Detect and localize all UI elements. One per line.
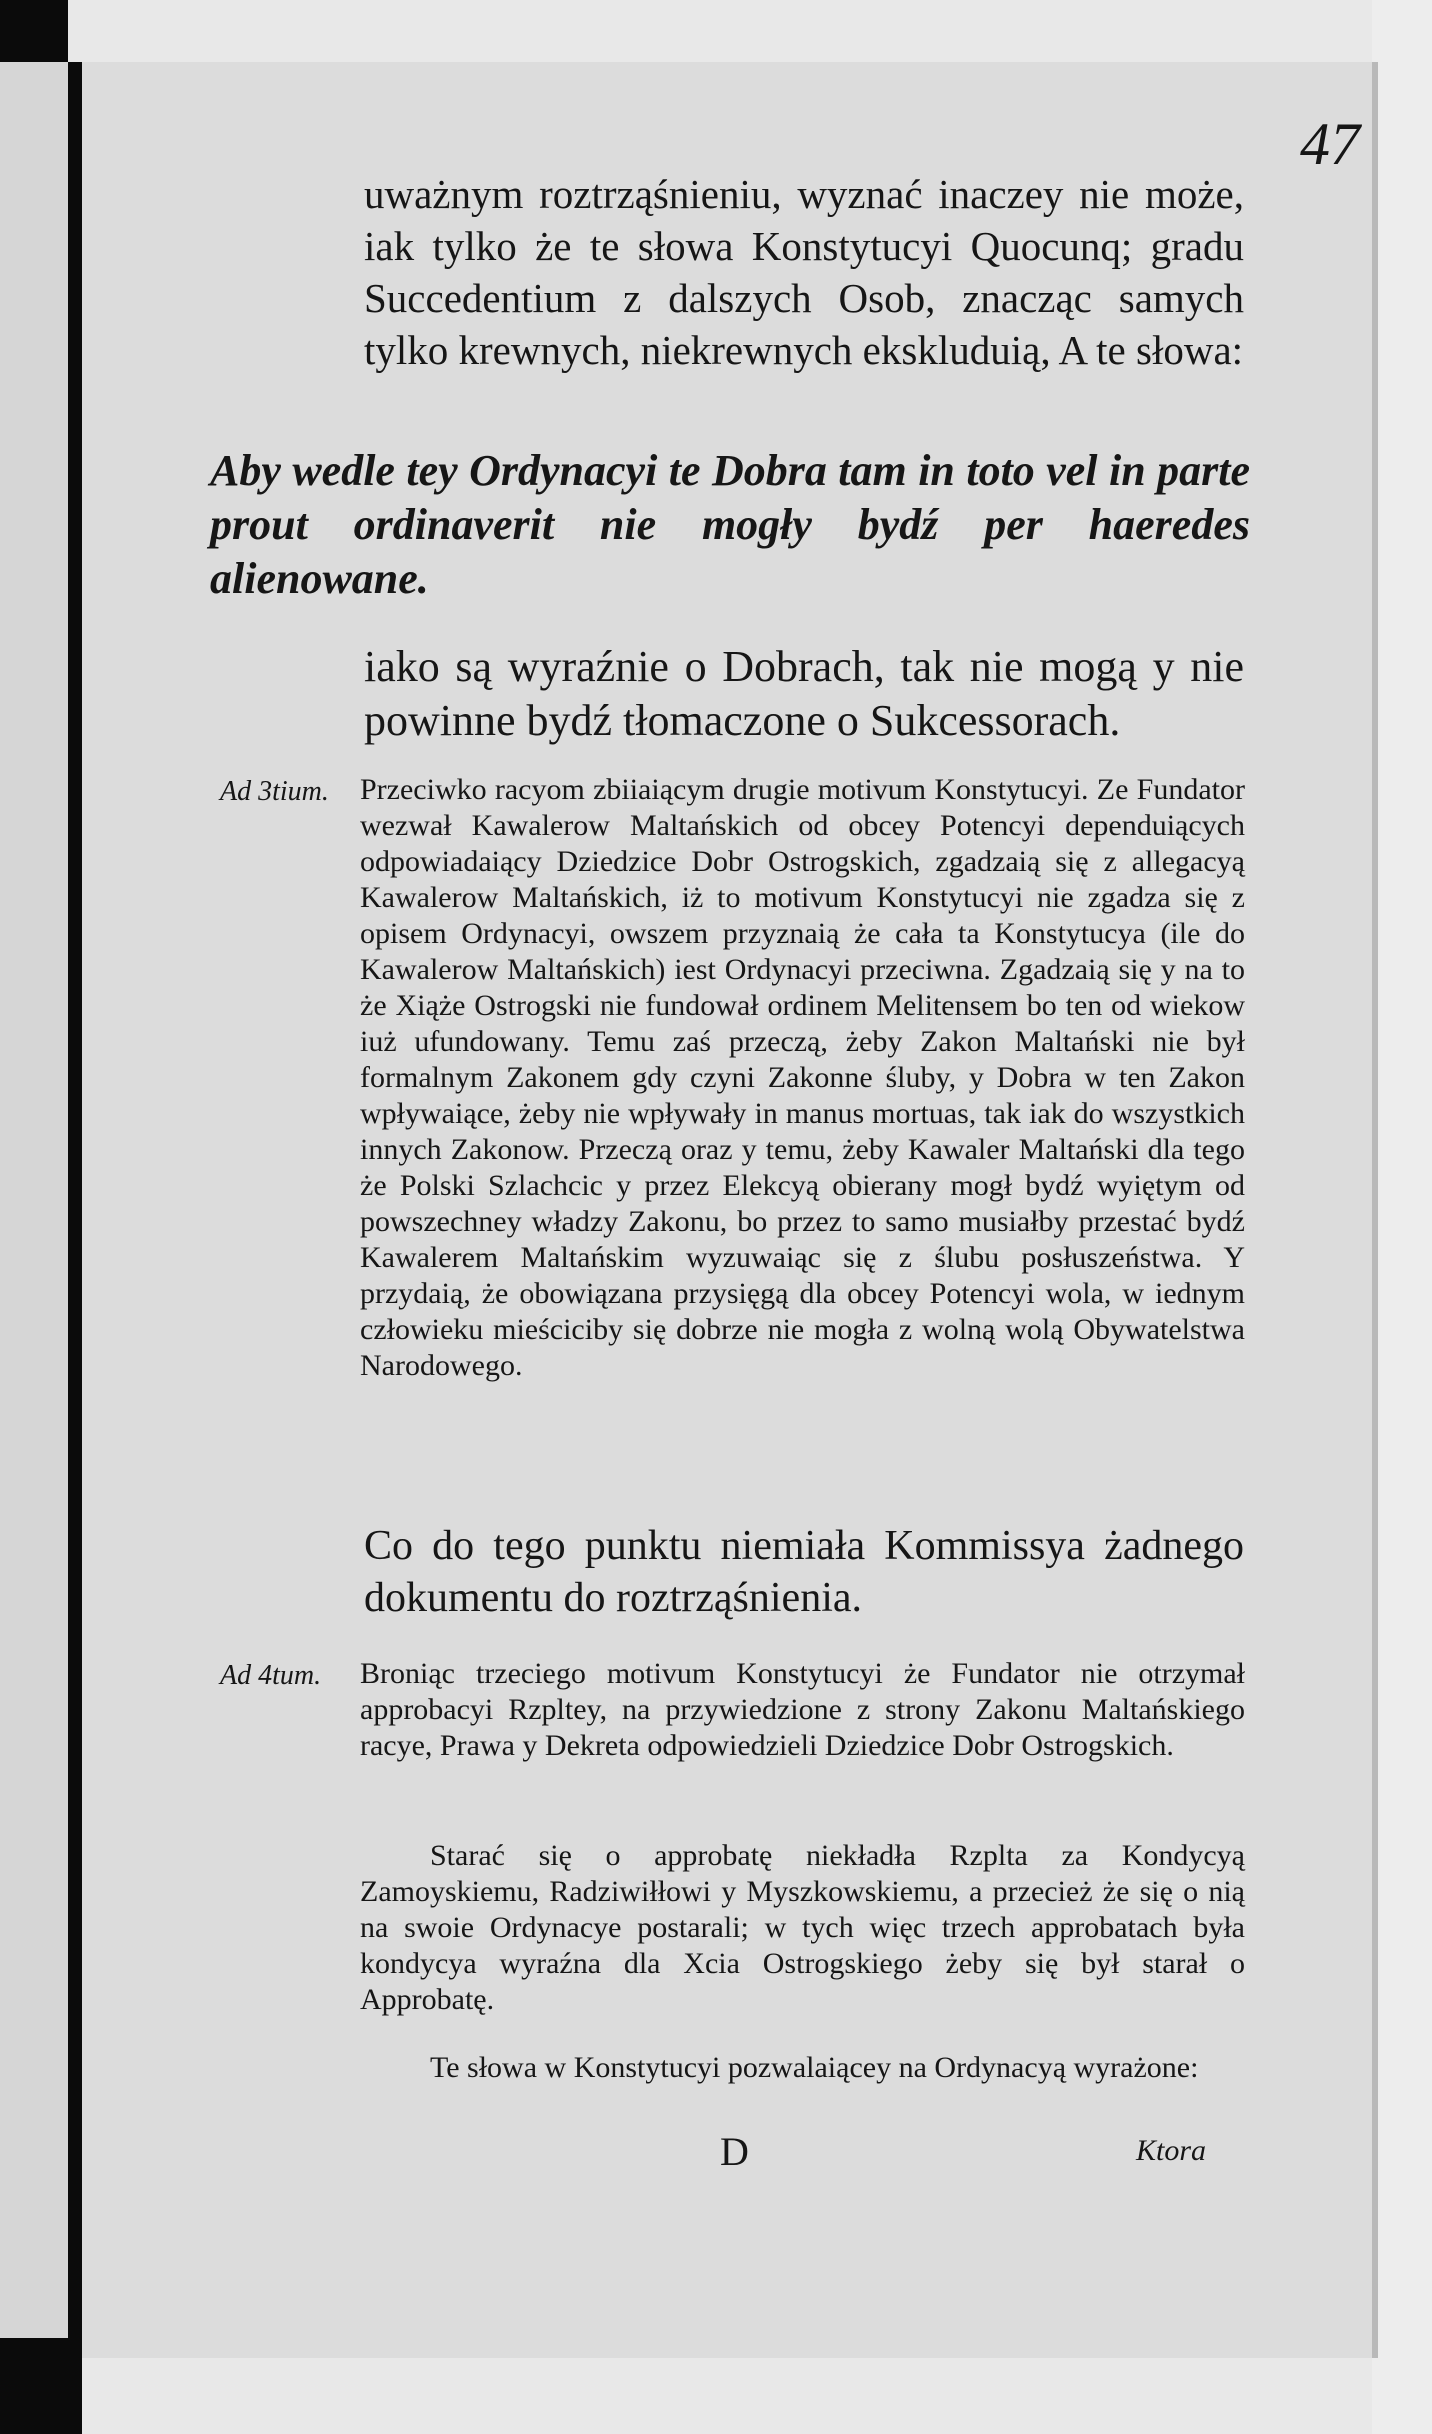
constitution-words-paragraph: Te słowa w Konstytucyi pozwalaiącey na Ordynacyą wyrażone: [430, 2051, 1199, 2084]
opening-paragraph: uważnym roztrząśnieniu, wyznać inaczey nie może, iak tylko że te słowa Konstytucyi Quocunq; gradu Succedentium z dalszych Osob, znacząc samych tylko krewnych, niekrewnych ekskluduią, A te słowa: [364, 171, 1244, 373]
commission-paragraph: Co do tego punktu niemiała Kommissya żadnego dokumentu do roztrząśnienia. [364, 1523, 1244, 1621]
continuation-paragraph: iako są wyraźnie o Dobrach, tak nie mogą y nie powinne bydź tłomaczone o Sukcessorach. [364, 642, 1244, 745]
ordinance-quote: Aby wedle tey Ordynacyi te Dobra tam in toto vel in parte prout ordinaverit nie mogły bydź per haeredes alienowane. [210, 446, 1250, 603]
ad4-paragraph: Broniąc trzeciego motivum Konstytucyi że Fundator nie otrzymał approbacyi Rzpltey, na przywiedzione z strony Zakonu Maltańskiego racye, Prawa y Dekreta odpowiedzieli Dziedzice Dobr Ostrogskich. [360, 1657, 1245, 1762]
scan-left-strip [0, 0, 68, 2434]
approbation-paragraph: Starać się o approbatę niekładła Rzplta za Kondycyą Zamoyskiemu, Radziwiłłowi y Myszkowskiemu, a przecież że się o nią na swoie Ordynacye postarali; w tych więc trzech approbatach była kondycya wyraźna dla Xcia Ostrogskiego żeby się był starał o Approbatę. [360, 1839, 1245, 2016]
scan-right-margin [1372, 0, 1432, 2434]
folio-number: 47 [1300, 111, 1360, 177]
scan-border-bottom [0, 2338, 68, 2434]
binding-shadow [68, 62, 82, 2434]
signature-mark: D [720, 2129, 749, 2174]
margin-label-ad4: Ad 4tum. [220, 1660, 322, 1691]
scan-border-top [0, 0, 68, 62]
ad3-paragraph: Przeciwko racyom zbiiaiącym drugie motivum Konstytucyi. Ze Fundator wezwał Kawalerow Maltańskich od obcey Potencyi dependuiących odpowiadaiący Dziedzice Dobr Ostrogskich, zgadzaią się z allegacyą Kawalerow Maltańskich, iż to motivum Konstytucyi nie zgadza się z opisem Ordynacyi, owszem przyznaią że cała ta Konstytucya (ile do Kawalerow Maltańskich) iest Ordynacyi przeciwna. Zgadzaią się y na to że Xiąże Ostrogski nie fundował ordinem Melitensem bo ten od wiekow iuż ufundowany. Temu zaś przeczą, żeby Zakon Maltański nie był formalnym Zakonem gdy czyni Zakonne śluby, y Dobra w ten Zakon wpływaiące, żeby nie wpływały in manus mortuas, tak iak do wszystkich innych Zakonow. Przeczą oraz y temu, żeby Kawaler Maltański dla tego że Polski Szlachcic y przez Elekcyą obierany mogł bydź wyiętym od powszechney władzy Zakonu, bo przez to samo musiałby przestać bydź Kawalerem Maltańskim wyzuwaiąc się z ślubu posłuszeństwa. Y przydaią, że obowiązana przysięgą dla obcey Potencyi wola, w iednym człowieku mieściciby się dobrze nie mogła z wolną wolą Obywatelstwa Narodowego. [360, 773, 1245, 1382]
catchword: Ktora [1136, 2134, 1207, 2167]
margin-label-ad3: Ad 3tium. [220, 776, 329, 807]
